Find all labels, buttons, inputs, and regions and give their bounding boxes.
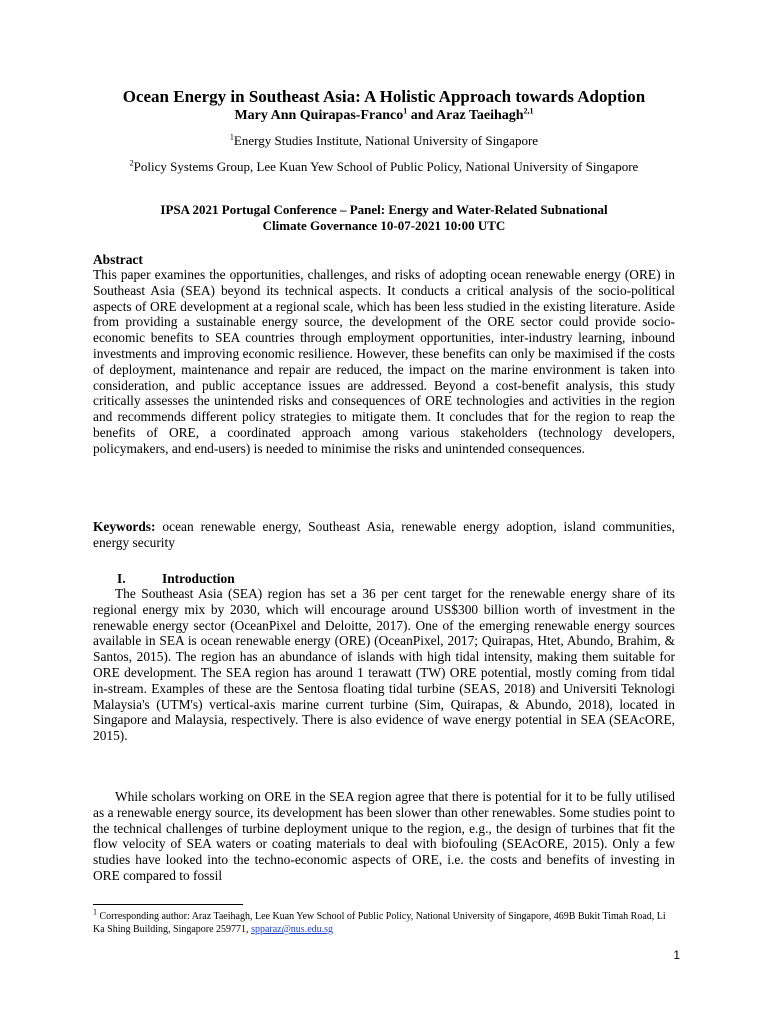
affiliation-2-mark: 2	[129, 158, 134, 168]
intro-paragraph-1: The Southeast Asia (SEA) region has set a 36 per cent target for the renewable energy share of its regional energy mix by 2030, which will encourage around US$300 billion worth of investment in the renewable energy sector (OceanPixel and Deloitte, 2017). One of the emerging renewable energy sources available in SEA is ocean renewable energy (ORE) (OceanPixel, 2017; Quirapas, Htet, Abundo, Brahim, & Santos, 2015). The region has an abundance of islands with high tidal intensity, making them suitable for ORE development. The SEA region has around 1 terawatt (TW) ORE potential, mostly coming from tidal in-stream. Examples of these are the Sentosa floating tidal turbine (SEAS, 2018) and Universiti Teknologi Malaysia's (UTM's) vertical-axis marine current turbine (Sim, Quirapas, & Abundo, 2018), located in Singapore and Malaysia, respectively. There is also evidence of wave energy potential in SEA (SEAcORE, 2015).	[93, 586, 675, 744]
conference-info	[80, 202, 688, 234]
paper-title: Ocean Energy in Southeast Asia: A Holistic Approach towards Adoption	[122, 87, 646, 106]
footnote	[93, 907, 675, 936]
conference-line-2: Climate Governance 10-07-2021 10:00 UTC	[262, 218, 506, 233]
intro-paragraph-2: While scholars working on ORE in the SEA region agree that there is potential for it to be fully utilised as a renewable energy source, its development has been slower than other renewables. Some studies point to the technical challenges of turbine deployment unique to the region, e.g., the design of turbines that fit the flow velocity of SEA waters or coating materials to deal with biofouling (SEAcORE, 2015). Only a few studies have looked into the techno-economic aspects of ORE, i.e. the costs and benefits of investing in ORE compared to fossil	[93, 789, 675, 883]
affiliation-1	[0, 133, 768, 149]
abstract-body: This paper examines the opportunities, challenges, and risks of adopting ocean renewable energy (ORE) in Southeast Asia (SEA) beyond its technical aspects. It conducts a critical analysis of the socio-political aspects of ORE development at a regional scale, which has been less studied in the existing literature. Aside from providing a sustainable energy source, the development of the ORE sector could provide socio-economic benefits to SEA countries through employment opportunities, inter-industry learning, inbound investments and improving economic resilience. However, these benefits can only be maximised if the costs of deployment, maintenance and repair are reduced, the impact on the marine environment is taken into consideration, and public acceptance issues are addressed. Beyond a cost-benefit analysis, this study critically assesses the unintended risks and consequences of ORE technologies and activities in the region and recommends different policy strategies to mitigate them. It concludes that for the region to reap the benefits of ORE, a coordinated approach among various stakeholders (technology developers, policymakers, and end-users) is needed to minimise the risks and unintended consequences.	[93, 267, 675, 456]
footnote-email-link[interactable]: spparaz@nus.edu.sg	[251, 924, 334, 935]
affiliation-1-mark: 1	[229, 132, 234, 142]
author-1-affil-mark: 1	[403, 106, 408, 116]
affiliation-2-text: Policy Systems Group, Lee Kuan Yew School of Public Policy, National University of Singapore	[133, 159, 639, 174]
footnote-mark: 1	[93, 907, 97, 917]
abstract-heading: Abstract	[93, 252, 143, 267]
section-title: Introduction	[162, 571, 235, 586]
section-heading-introduction	[117, 571, 235, 587]
keywords-label: Keywords:	[93, 519, 156, 534]
section-number: I.	[117, 571, 126, 586]
affiliation-1-text: Energy Studies Institute, National University of Singapore	[233, 133, 539, 148]
author-2-affil-mark: 2,1	[523, 106, 534, 116]
author-2: Araz Taeihagh	[436, 108, 524, 123]
author-join: and	[407, 108, 437, 123]
page-number: 1	[673, 948, 680, 962]
affiliation-2	[0, 159, 768, 175]
author-1: Mary Ann Quirapas-Franco	[234, 108, 404, 123]
conference-line-1: IPSA 2021 Portugal Conference – Panel: Energy and Water-Related Subnational	[160, 202, 608, 217]
footnote-divider	[93, 904, 243, 905]
footnote-text: Corresponding author: Araz Taeihagh, Lee Kuan Yew School of Public Policy, National University of Singapore, 469B Bukit Timah Road, Li Ka Shing Building, Singapore 259771,	[93, 911, 666, 935]
keywords	[93, 519, 675, 551]
keywords-text: ocean renewable energy, Southeast Asia, renewable energy adoption, island communities, energy security	[93, 519, 675, 550]
author-line	[0, 107, 768, 124]
